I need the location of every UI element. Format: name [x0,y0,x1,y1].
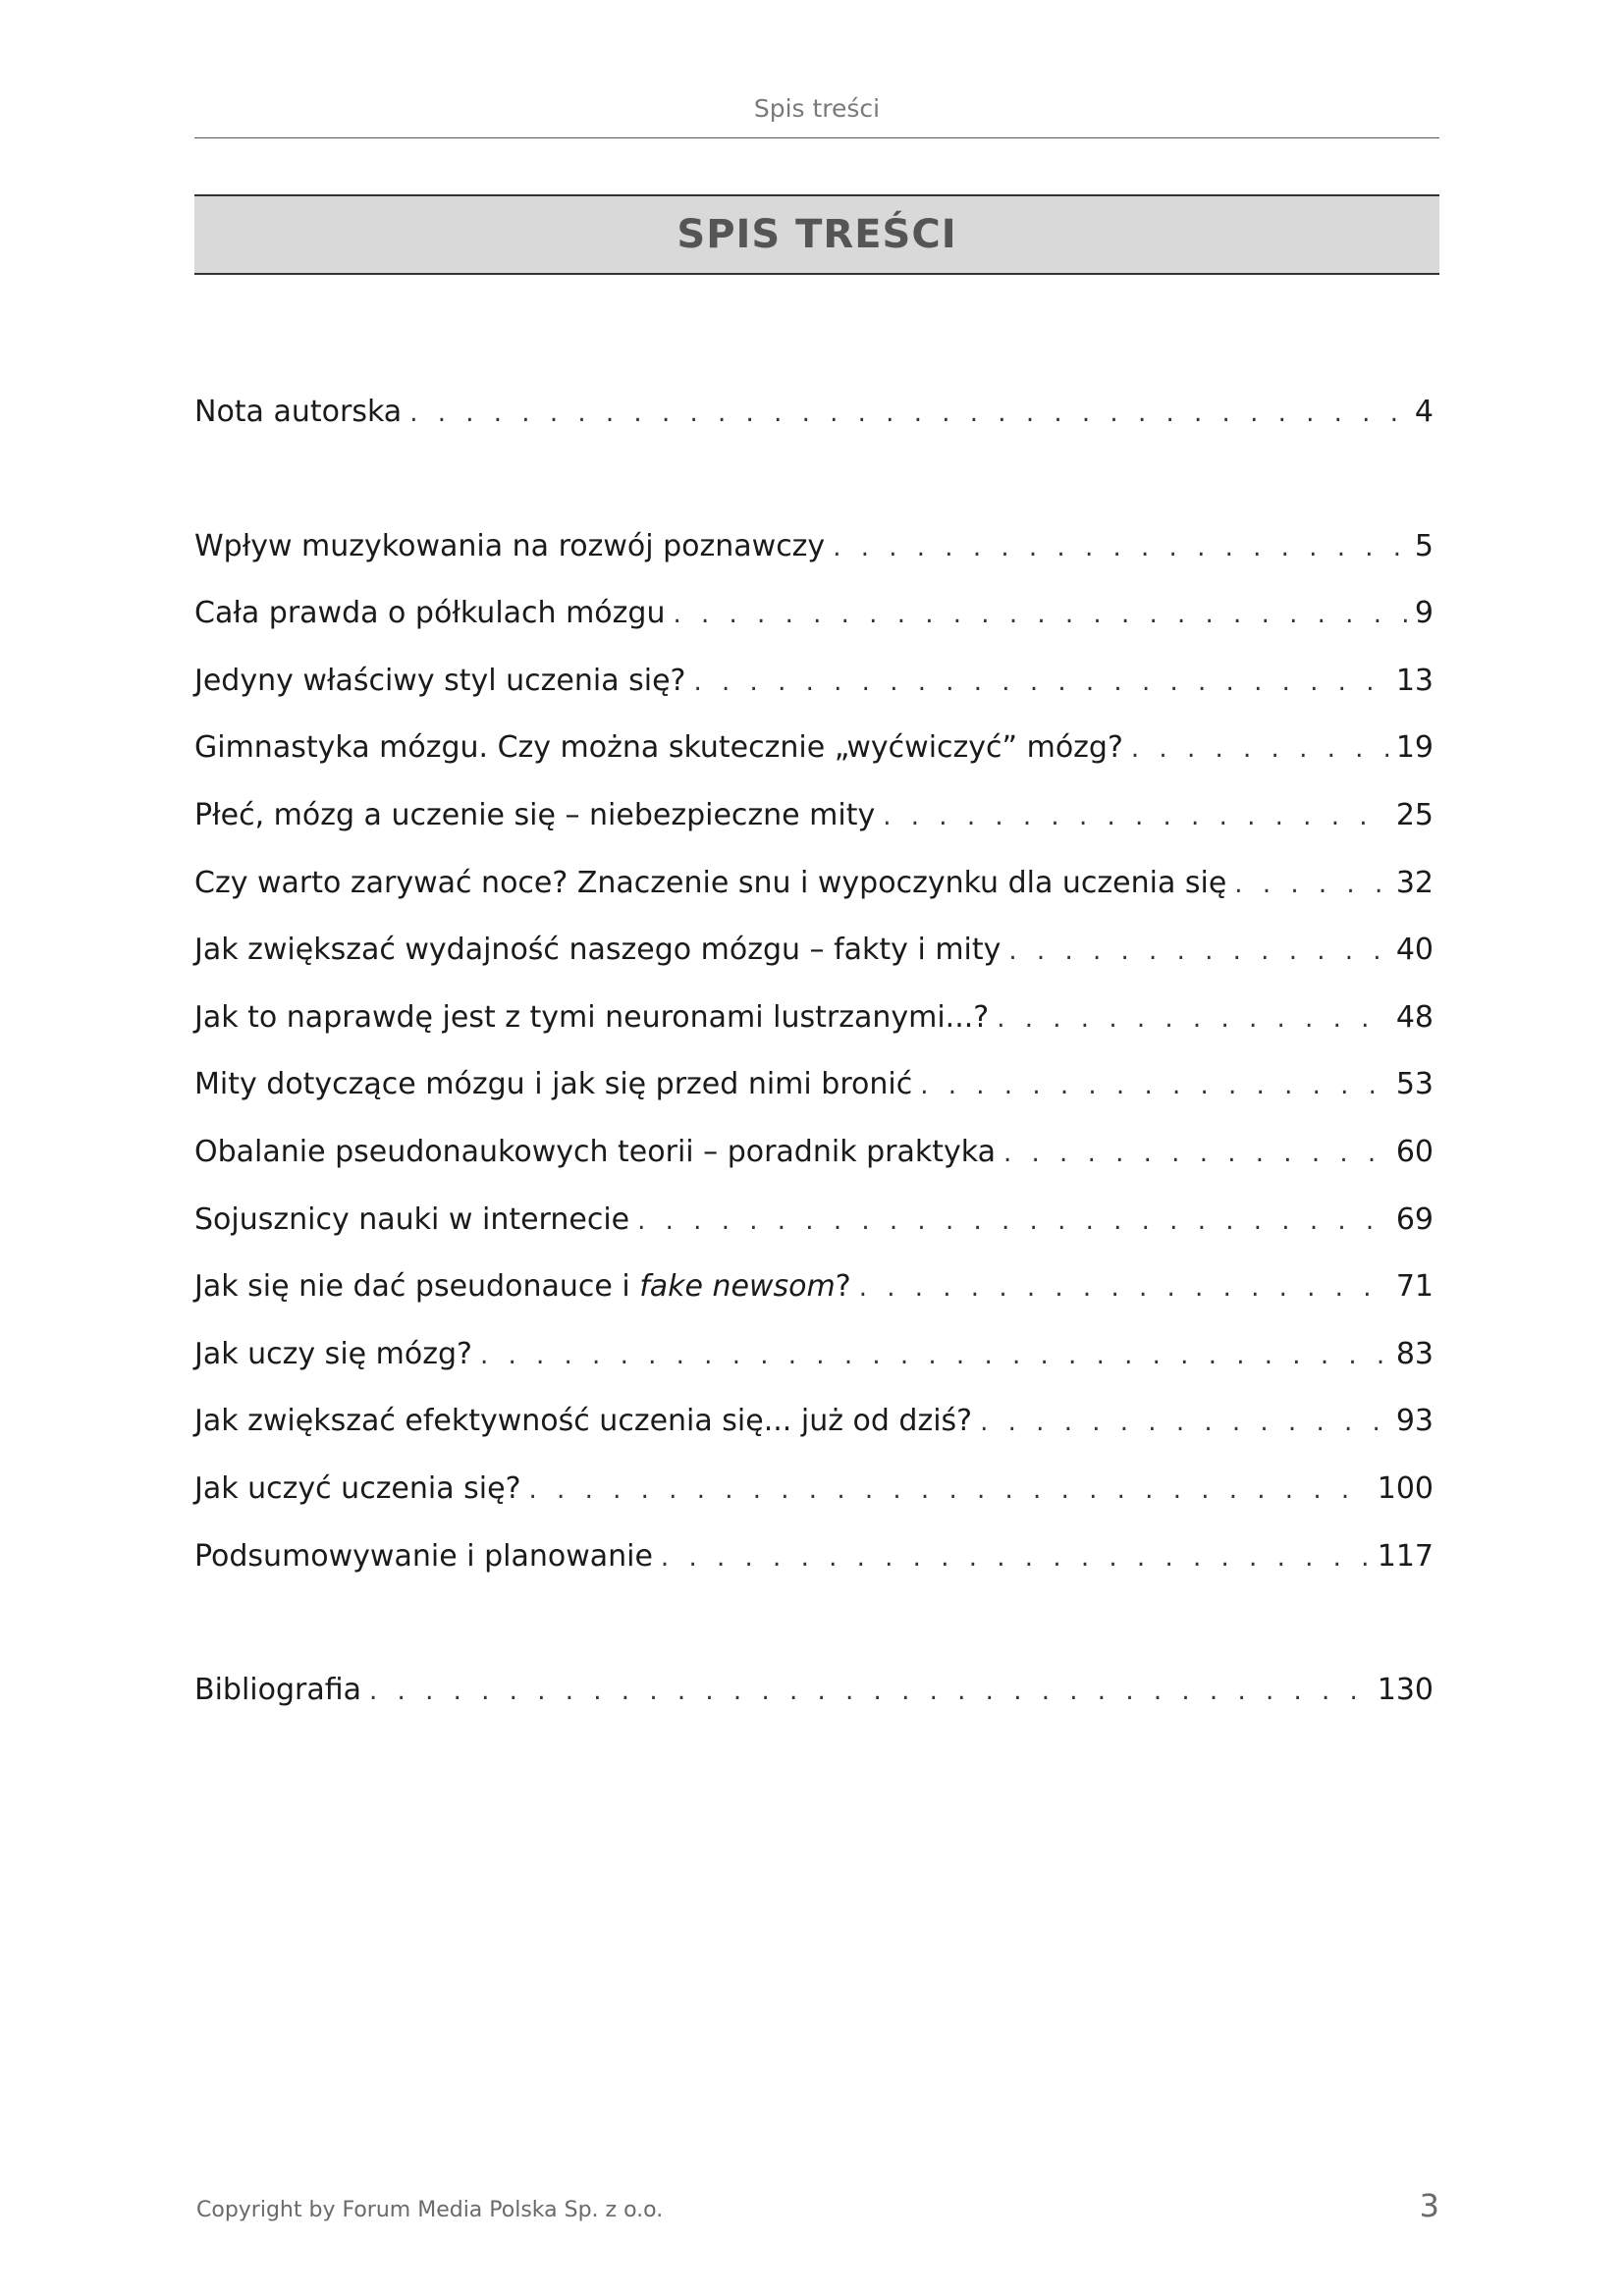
toc-entry-label: Jak zwiększać efektywność uczenia się... już od dziś? [194,1404,973,1439]
toc-entry-label: Jak to naprawdę jest z tymi neuronami lustrzanymi...? [194,999,990,1035]
toc-leader-dots [1008,928,1387,975]
toc-entry-page: 83 [1395,1336,1434,1371]
table-of-contents [194,389,1434,1735]
toc-entry-label: Jak uczy się mózg? [194,1336,472,1371]
toc-entry-label: Płeć, mózg a uczenie się – niebezpieczne mity [194,797,876,832]
toc-entry-page: 48 [1395,999,1434,1035]
toc-leader-dots [529,1467,1370,1514]
toc-entry-label: Obalanie pseudonaukowych teorii – poradnik praktyka [194,1134,996,1169]
toc-entry-page: 60 [1395,1134,1434,1169]
toc-entry-label: Jedyny właściwy styl uczenia się? [194,663,686,698]
toc-leader-dots [661,1534,1370,1581]
toc-entry[interactable] [194,1263,1434,1331]
toc-entry[interactable] [194,523,1434,591]
toc-leader-dots [693,659,1387,706]
toc-entry-page: 25 [1395,797,1434,832]
toc-leader-dots [409,390,1407,437]
footer-page-number: 3 [1419,2187,1439,2224]
page-title: SPIS TREŚCI [677,212,957,257]
toc-entry-page: 100 [1377,1470,1434,1506]
toc-entry-label: Nota autorska [194,395,403,429]
toc-entry-label: Mity dotyczące mózgu i jak się przed nimi bronić [194,1067,913,1102]
toc-leader-dots [920,1062,1388,1109]
toc-entry[interactable] [194,1398,1434,1466]
toc-leader-dots [637,1198,1388,1245]
toc-entry-label: Sojusznicy nauki w internecie [194,1201,630,1237]
toc-entry-label: Jak uczyć uczenia się? [194,1470,521,1506]
toc-leader-dots [1234,861,1388,908]
running-header: Spis treści [753,94,881,123]
toc-entry-label: Jak się nie dać pseudonauce i fake newsom? [194,1269,851,1305]
page-title-box [194,194,1439,275]
toc-entry-label: Wpływ muzykowania na rozwój poznawczy [194,528,826,563]
toc-entry-label: Podsumowywanie i planowanie [194,1538,653,1574]
toc-entry-label: Jak zwiększać wydajność naszego mózgu – fakty i mity [194,933,1001,968]
toc-leader-dots [997,995,1388,1042]
toc-leader-dots [883,793,1388,840]
footer-copyright: Copyright by Forum Media Polska Sp. z o.o. [196,2198,664,2222]
toc-entry-page: 53 [1395,1067,1434,1102]
toc-entry[interactable] [194,658,1434,725]
toc-entry-page: 5 [1414,528,1434,563]
toc-leader-dots [369,1668,1370,1715]
toc-entry-page: 71 [1395,1269,1434,1305]
toc-entry[interactable] [194,1061,1434,1129]
toc-entry-page: 40 [1395,933,1434,968]
toc-entry-page: 130 [1377,1673,1434,1708]
toc-entry-bibliografia[interactable] [194,1667,1434,1735]
toc-entry-page: 4 [1414,395,1434,429]
toc-entry[interactable] [194,927,1434,994]
toc-leader-dots [980,1399,1388,1446]
toc-entry-label: Bibliografia [194,1673,362,1708]
toc-leader-dots [859,1264,1388,1311]
toc-entry-page: 32 [1395,865,1434,900]
toc-leader-dots [480,1332,1388,1379]
toc-entry[interactable] [194,724,1434,792]
toc-entry-nota-autorska[interactable] [194,389,1434,456]
toc-entry[interactable] [194,1129,1434,1197]
toc-leader-dots [1003,1130,1388,1177]
toc-entry[interactable] [194,792,1434,860]
toc-entry-label: Cała prawda o półkulach mózgu [194,596,666,631]
toc-entry-page: 13 [1395,663,1434,698]
toc-entry-page: 9 [1414,596,1434,631]
toc-entry[interactable] [194,994,1434,1062]
toc-entry[interactable] [194,1466,1434,1533]
toc-leader-dots [673,591,1406,638]
toc-entry-page: 93 [1395,1404,1434,1439]
toc-entry-page: 19 [1395,730,1434,766]
toc-entry-label: Gimnastyka mózgu. Czy można skutecznie „wyćwiczyć” mózg? [194,730,1123,766]
toc-entry[interactable] [194,1197,1434,1264]
toc-entry-label: Czy warto zarywać noce? Znaczenie snu i wypoczynku dla uczenia się [194,865,1227,900]
header-divider [194,137,1439,138]
toc-leader-dots [833,524,1407,571]
toc-leader-dots [1131,725,1388,773]
toc-entry[interactable] [194,860,1434,928]
toc-entry-page: 69 [1395,1201,1434,1237]
toc-entry-page: 117 [1377,1538,1434,1574]
toc-entry[interactable] [194,1533,1434,1601]
toc-entry[interactable] [194,590,1434,658]
toc-entry[interactable] [194,1331,1434,1399]
